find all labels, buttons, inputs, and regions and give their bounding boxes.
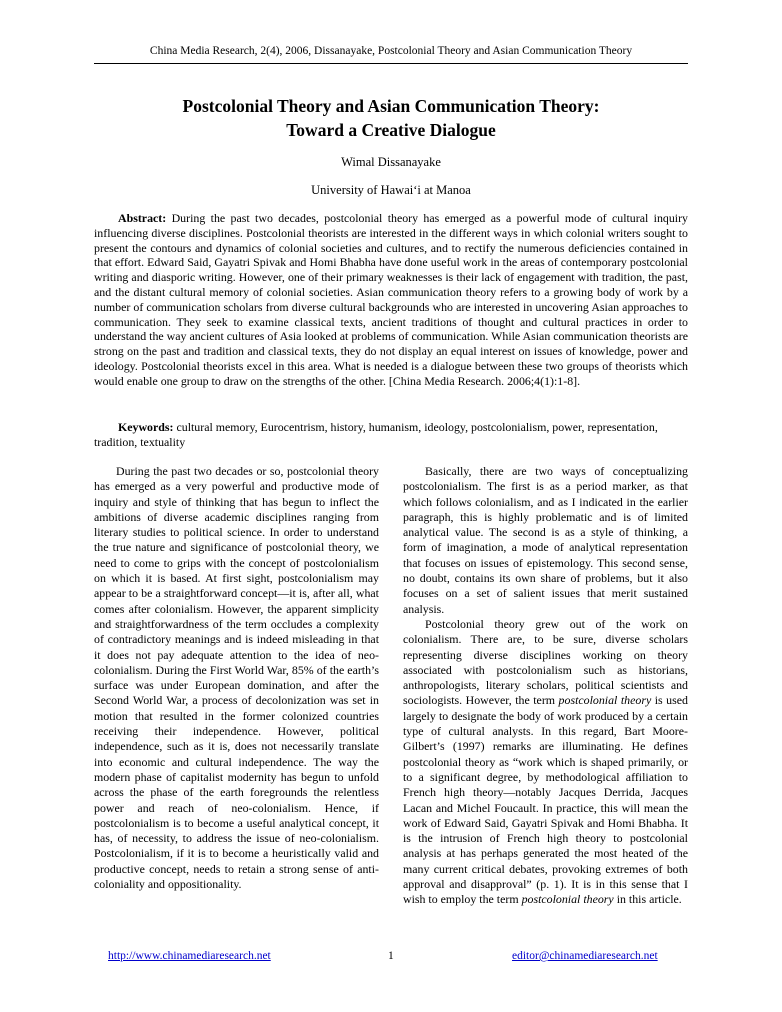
title-line-1: Postcolonial Theory and Asian Communication Theory: bbox=[182, 96, 600, 116]
body-paragraph: During the past two decades or so, postcolonial theory has emerged as a very powerful and productive mode of inquiry and style of thinking that has begun to inflect the ambitions of diverse academic disciplines ranging from literary studies to political science. In order to understand the true nature and significance of postcolonial theory, we need to come to grips with the concept of postcolonialism on which it is based. At first sight, postcolonialism may appear to be a straightforward concept—it is, after all, what comes after colonialism. However, the apparent simplicity and straightforwardness of the term occludes a complexity of contradictory meanings and is indeed misleading in that it does not pay adequate attention to the idea of neo-colonialism. During the First World War, 85% of the earth’s surface was under European domination, and after the Second World War, a process of decolonization was set in motion that resulted in the former colonized countries receiving their independence. However, political independence, such as it is, does not necessarily translate into economic and cultural independence. The way the modern phase of capitalist modernity has begun to unfold across the phase of the earth foregrounds the relentless power and reach of neo-colonialism. Hence, if postcolonialism is to become a useful analytical concept, it has, of necessity, to address the issue of neo-colonialism. Postcolonialism, if it is to become a heuristically valid and productive concept, needs to retain a strong sense of anti-coloniality and oppositionality. bbox=[94, 464, 379, 892]
keywords-label: Keywords: bbox=[118, 420, 174, 434]
website-link[interactable]: http://www.chinamediaresearch.net bbox=[108, 950, 271, 962]
paragraph-text: in this article. bbox=[613, 892, 682, 907]
paragraph-text: is used largely to designate the body of work produced by a certain type of cultural analysts. In this regard, Bart Moore-Gilbert’s (1997) remarks are illuminating. He defines postcolonial theory as “work which is shaped primarily, or to a significant degree, by methodological affiliation to French high theory—notably Jacques Derrida, Jacques Lacan and Michel Foucault. In practice, this will mean the work of Edward Said, Gayatri Spivak and Homi Bhabha. It is the intrusion of French high theory to postcolonial analysis at has perhaps generated the most heated of the many current critical debates, provoking extremes of both approval and disapproval” (p. 1). It is in this sense that I wish to employ the term bbox=[403, 693, 688, 907]
title-line-2: Toward a Creative Dialogue bbox=[286, 120, 496, 140]
keywords bbox=[94, 420, 688, 450]
email-link[interactable]: editor@chinamediaresearch.net bbox=[512, 950, 658, 962]
paragraph-text: Postcolonial theory grew out of the work on colonialism. There are, to be sure, diverse scholars representing diverse disciplines working on theory associated with postcolonialism such as historians, anthropologists, literary scholars, political scientists and sociologists. However, the term bbox=[403, 616, 688, 708]
author-name: Wimal Dissanayake bbox=[341, 155, 441, 169]
body-paragraph bbox=[403, 617, 688, 908]
header-rule bbox=[94, 63, 688, 64]
abstract-label: Abstract: bbox=[118, 211, 167, 225]
running-head: China Media Research, 2(4), 2006, Dissanayake, Postcolonial Theory and Asian Communication Theory bbox=[149, 45, 633, 57]
emphasized-term: postcolonial theory bbox=[558, 693, 652, 708]
body-right-column bbox=[403, 464, 688, 908]
paper-title bbox=[60, 94, 722, 142]
author-affiliation: University of Hawai‘i at Manoa bbox=[311, 183, 471, 197]
abstract-text: During the past two decades, postcolonial theory has emerged as a powerful mode of cultural inquiry influencing diverse disciplines. Postcolonial theorists are interested in the different ways in which colonial writers sought to present the contours and dynamics of colonial societies and cultures, and to rectify the numerous deficiencies contained in that effort. Edward Said, Gayatri Spivak and Homi Bhabha have done useful work in the areas of contemporary postcolonial writing and diasporic writing. However, one of their primary weaknesses is their lack of engagement with tradition, the past, and the distant cultural memory of colonial societies. Asian communication theory refers to a growing body of work by a number of communication scholars from diverse cultural backgrounds who are interested in uncovering Asian approaches to communication. They seek to examine classical texts, ancient traditions of thought and cultural practices in order to understand the way ancient cultures of Asia looked at problems of communication. While Asian communication theorists are strong on the past and tradition and classical texts, they do not display an equal interest on issues of knowledge, power and ideology. Postcolonial theorists excel in this area. What is needed is a dialogue between these two groups of theorists which would enable one group to draw on the strengths of the other. [China Media Research. 2006;4(1):1-8]. bbox=[94, 211, 688, 388]
abstract bbox=[94, 211, 688, 389]
page-number: 1 bbox=[388, 950, 394, 962]
body-left-column bbox=[94, 464, 379, 892]
emphasized-term: postcolonial theory bbox=[521, 892, 614, 907]
body-paragraph: Basically, there are two ways of conceptualizing postcolonialism. The first is as a period marker, as that which follows colonialism, and as I indicated in the earlier paragraph, this is highly problematic and is of limited analytical value. The second is as a style of thinking, a form of imagination, a mode of analytical representation that focuses on issues of epistemology. This second sense, no doubt, contains its own share of problems, but it also focuses on a set of salient issues that merit sustained analysis. bbox=[403, 464, 688, 616]
keywords-text: cultural memory, Eurocentrism, history, humanism, ideology, postcolonialism, power, representation, tradition, textuality bbox=[94, 420, 658, 449]
